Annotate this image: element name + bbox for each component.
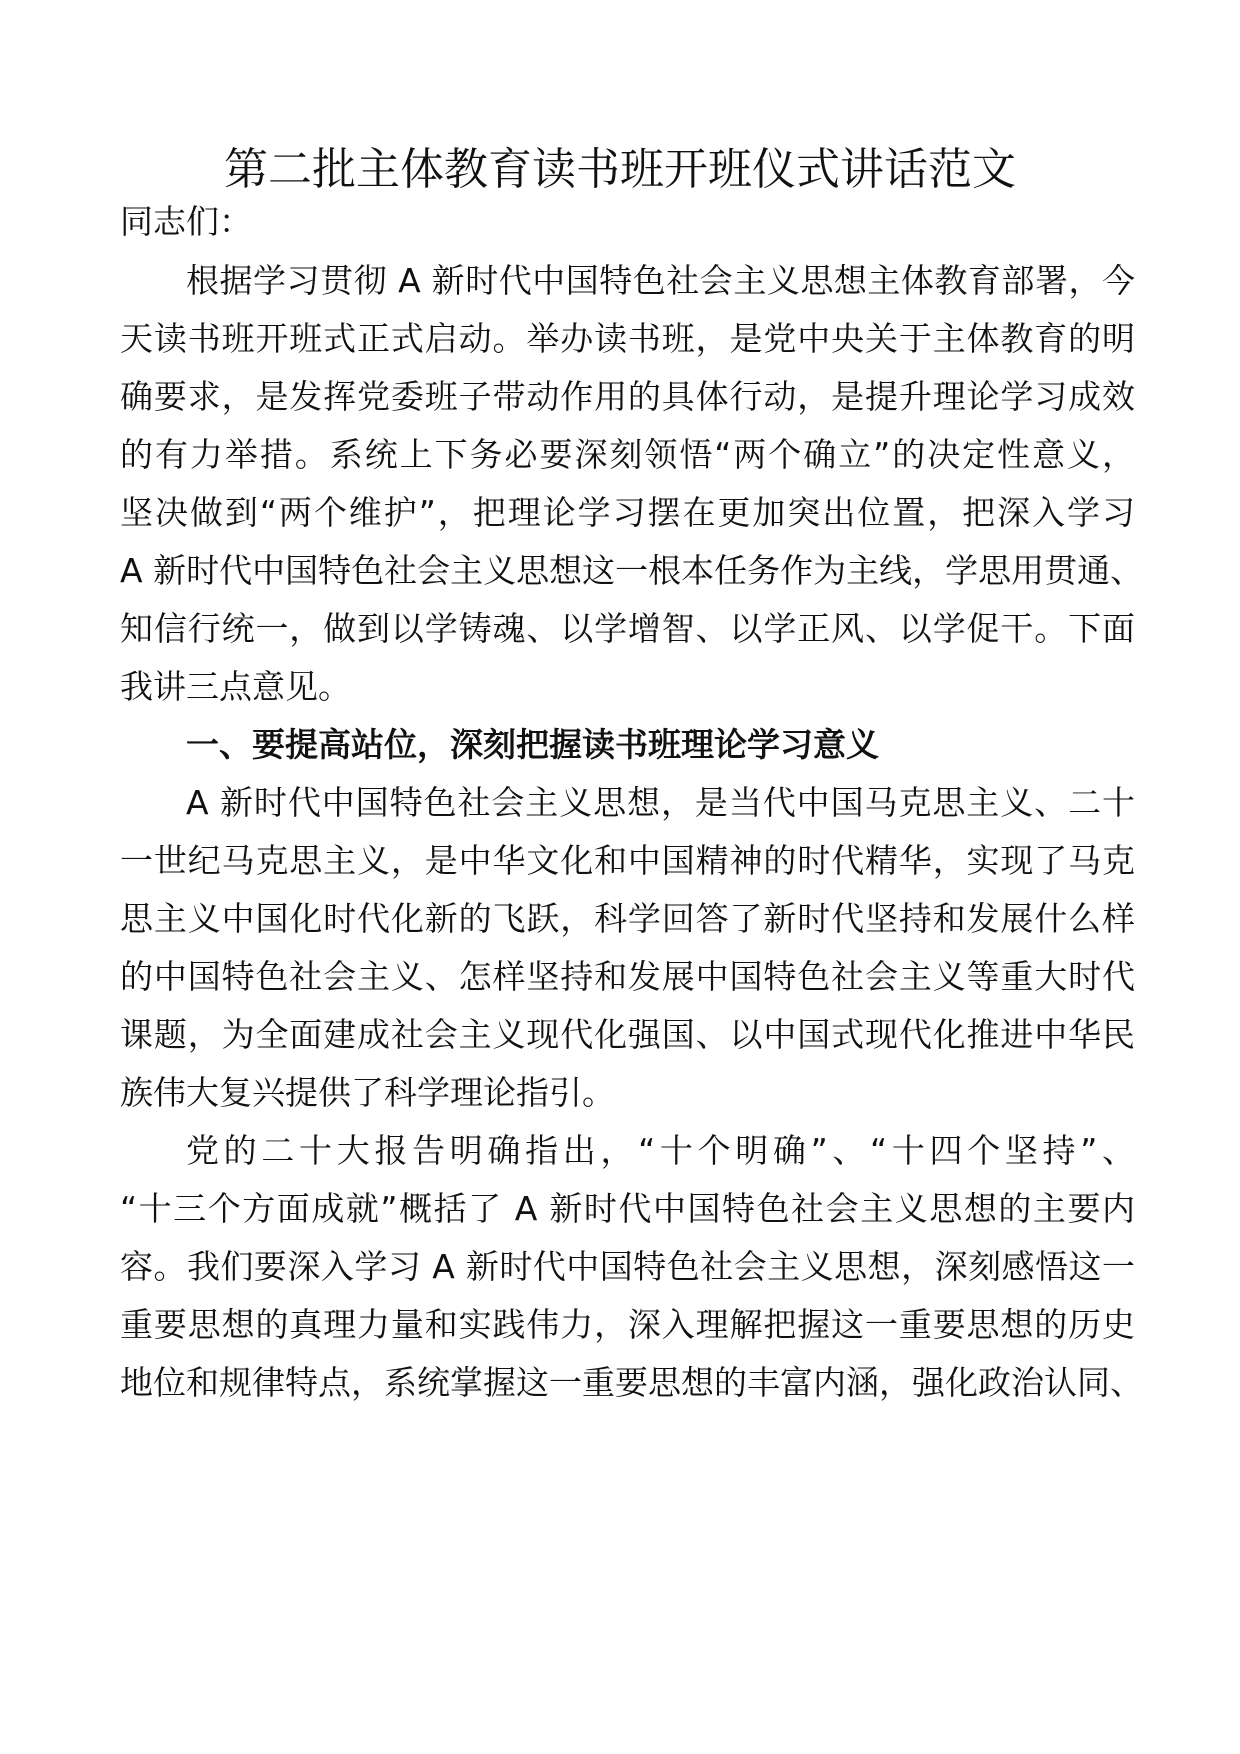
paragraph-line: A 新时代中国特色社会主义思想这一根本任务作为主线，学思用贯通、 <box>120 551 1144 590</box>
paragraph-line: 坚决做到“两个维护”，把理论学习摆在更加突出位置，把深入学习 <box>120 493 1135 532</box>
paragraph-line: A 新时代中国特色社会主义思想，是当代中国马克思主义、二十 <box>186 783 1135 822</box>
paragraph-line: 族伟大复兴提供了科学理论指引。 <box>120 1073 615 1112</box>
greeting: 同志们： <box>120 202 252 241</box>
paragraph-line: 我讲三点意见。 <box>120 667 351 706</box>
paragraph-line: 天读书班开班式正式启动。举办读书班，是党中央关于主体教育的明 <box>120 319 1135 358</box>
paragraph-line: 的中国特色社会主义、怎样坚持和发展中国特色社会主义等重大时代 <box>120 957 1135 996</box>
paragraph-line: “十三个方面成就”概括了 A 新时代中国特色社会主义思想的主要内 <box>120 1189 1135 1228</box>
paragraph-line: 地位和规律特点，系统掌握这一重要思想的丰富内涵，强化政治认同、 <box>120 1363 1143 1402</box>
paragraph-line: 一世纪马克思主义，是中华文化和中国精神的时代精华，实现了马克 <box>120 841 1135 880</box>
document-title: 第二批主体教育读书班开班仪式讲话范文 <box>224 144 1016 195</box>
paragraph-line: 知信行统一，做到以学铸魂、以学增智、以学正风、以学促干。下面 <box>120 609 1135 648</box>
paragraph-line: 的有力举措。系统上下务必要深刻领悟“两个确立”的决定性意义， <box>120 435 1135 474</box>
paragraph-line: 思主义中国化时代化新的飞跃，科学回答了新时代坚持和发展什么样 <box>120 899 1135 938</box>
paragraph-line: 重要思想的真理力量和实践伟力，深入理解把握这一重要思想的历史 <box>120 1305 1135 1344</box>
section-heading: 一、要提高站位，深刻把握读书班理论学习意义 <box>186 725 879 764</box>
paragraph-line: 根据学习贯彻 A 新时代中国特色社会主义思想主体教育部署，今 <box>186 261 1135 300</box>
paragraph-line: 容。我们要深入学习 A 新时代中国特色社会主义思想，深刻感悟这一 <box>120 1247 1135 1286</box>
paragraph-line: 党的二十大报告明确指出，“十个明确”、“十四个坚持”、 <box>186 1131 1135 1170</box>
paragraph-line: 确要求，是发挥党委班子带动作用的具体行动，是提升理论学习成效 <box>120 377 1135 416</box>
paragraph-line: 课题，为全面建成社会主义现代化强国、以中国式现代化推进中华民 <box>120 1015 1135 1054</box>
